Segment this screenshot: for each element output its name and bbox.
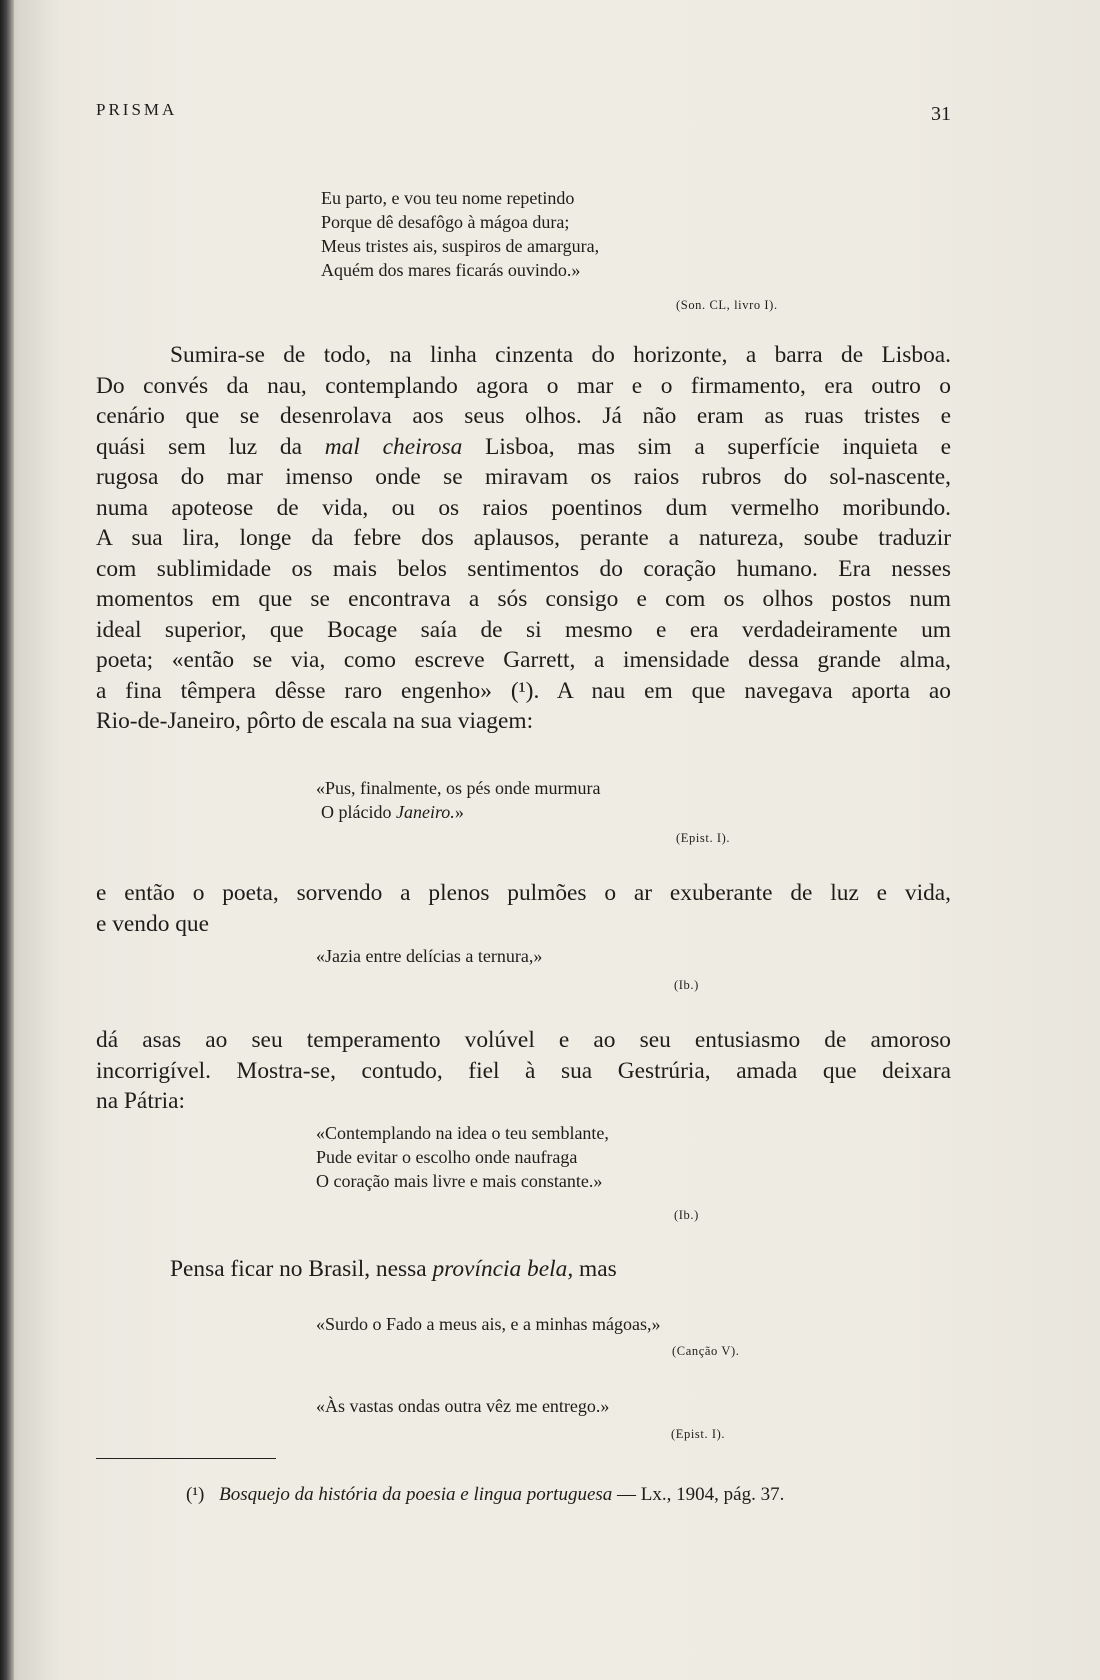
prose-text: quási sem luz da bbox=[96, 433, 302, 460]
prose-line: incorrigível. Mostra-se, contudo, fiel à sua Gestrúria, amada que deixara bbox=[96, 1057, 951, 1084]
verse-line: Porque dê desafôgo à mágoa dura; bbox=[321, 212, 570, 232]
verse-source: (Epist. I). bbox=[676, 831, 731, 845]
prose-line: Do convés da nau, contemplando agora o mar e o firmamento, era outro o bbox=[96, 372, 951, 399]
footnote-mark: (¹) bbox=[186, 1484, 205, 1505]
verse-source: (Son. CL, livro I). bbox=[676, 298, 778, 312]
verse-text: O plácido bbox=[321, 802, 392, 822]
verse-line: Eu parto, e vou teu nome repetindo bbox=[321, 188, 575, 208]
prose-line: ideal superior, que Bocage saía de si mesmo e era verdadeiramente um bbox=[96, 616, 951, 643]
running-head: PRISMA bbox=[96, 100, 178, 119]
paragraph-1 bbox=[96, 340, 951, 737]
paragraph-2 bbox=[96, 878, 951, 939]
verse-line-mixed bbox=[316, 800, 600, 824]
footnote-rule bbox=[96, 1458, 276, 1459]
verse-quote-2 bbox=[316, 776, 600, 824]
binding-shadow bbox=[0, 0, 14, 1680]
footnote-citation: — Lx., 1904, pág. 37. bbox=[617, 1484, 785, 1505]
prose-text: Pensa ficar no Brasil, nessa bbox=[170, 1256, 427, 1282]
prose-text: mas bbox=[579, 1256, 617, 1282]
footnote bbox=[186, 1484, 1041, 1506]
verse-source: (Canção V). bbox=[672, 1344, 740, 1358]
prose-line: cenário que se desenrolava aos seus olhos. Já não eram as ruas tristes e bbox=[96, 403, 951, 429]
verse-line: Aquém dos mares ficarás ouvindo.» bbox=[321, 260, 581, 280]
verse-line: «Pus, finalmente, os pés onde murmura bbox=[316, 778, 601, 798]
prose-line: Sumira-se de todo, na linha cinzenta do horizonte, a barra de Lisboa. bbox=[170, 342, 951, 368]
verse-text: » bbox=[454, 802, 464, 822]
verse-quote-3 bbox=[316, 944, 542, 968]
prose-text: Lisboa, mas sim a superfície inquieta e bbox=[485, 433, 951, 460]
prose-line: com sublimidade os mais belos sentimentos do coração humano. Era nesses bbox=[96, 555, 951, 582]
prose-line: poeta; «então se via, como escreve Garrett, a imensidade dessa grande alma, bbox=[96, 647, 951, 673]
verse-quote-1 bbox=[321, 186, 599, 282]
prose-italic: mal cheirosa bbox=[324, 433, 463, 460]
verse-line: O coração mais livre e mais constante.» bbox=[316, 1171, 603, 1191]
verse-italic: Janeiro. bbox=[395, 802, 455, 822]
verse-line: Pude evitar o escolho onde naufraga bbox=[316, 1147, 578, 1167]
prose-line: numa apoteose de vida, ou os raios poentinos dum vermelho moribundo. bbox=[96, 494, 951, 521]
prose-line: momentos em que se encontrava a sós consigo e com os olhos postos num bbox=[96, 586, 951, 612]
verse-line: Meus tristes ais, suspiros de amargura, bbox=[321, 236, 600, 256]
prose-line: A sua lira, longe da febre dos aplausos, perante a natureza, soube traduzir bbox=[96, 525, 951, 551]
prose-line: na Pátria: bbox=[96, 1088, 185, 1114]
verse-quote-5 bbox=[316, 1312, 660, 1336]
verse-source: (Ib.) bbox=[674, 1208, 699, 1222]
prose-line: e vendo que bbox=[96, 910, 210, 937]
prose-line: rugosa do mar imenso onde se miravam os raios rubros do sol-nascente, bbox=[96, 464, 951, 490]
verse-line: «Às vastas ondas outra vêz me entrego.» bbox=[316, 1396, 610, 1416]
verse-line: «Surdo o Fado a meus ais, e a minhas mágoas,» bbox=[316, 1314, 661, 1334]
paragraph-3 bbox=[96, 1025, 951, 1117]
prose-line-mixed bbox=[96, 432, 951, 463]
verse-line: «Jazia entre delícias a ternura,» bbox=[316, 946, 543, 966]
prose-line: dá asas ao seu temperamento volúvel e ao seu entusiasmo de amoroso bbox=[96, 1027, 951, 1053]
prose-line: a fina têmpera dêsse raro engenho» (¹). A nau em que navegava aporta ao bbox=[96, 677, 951, 704]
verse-source: (Ib.) bbox=[674, 978, 699, 992]
verse-source: (Epist. I). bbox=[671, 1427, 726, 1441]
footnote-title: Bosquejo da história da poesia e lingua portuguesa bbox=[219, 1484, 613, 1505]
verse-quote-4 bbox=[316, 1121, 609, 1193]
verse-line: «Contemplando na idea o teu semblante, bbox=[316, 1123, 609, 1143]
paragraph-4 bbox=[170, 1254, 617, 1284]
verse-quote-6 bbox=[316, 1394, 609, 1418]
page-number: 31 bbox=[931, 103, 951, 125]
prose-line: Rio-de-Janeiro, pôrto de escala na sua viagem: bbox=[96, 708, 534, 734]
prose-line: e então o poeta, sorvendo a plenos pulmões o ar exuberante de luz e vida, bbox=[96, 880, 951, 906]
prose-italic: província bela, bbox=[432, 1256, 574, 1282]
